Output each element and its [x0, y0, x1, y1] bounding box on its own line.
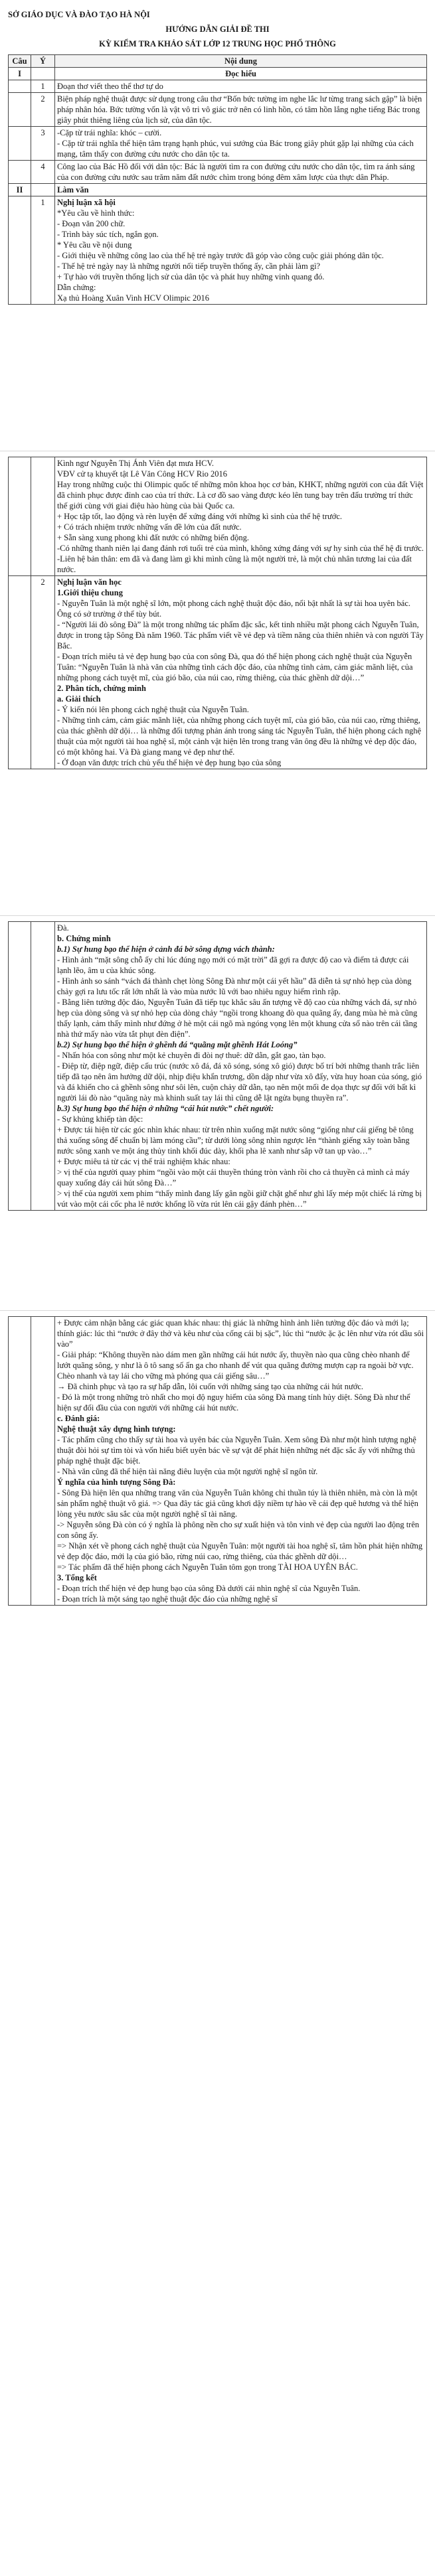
subsection-title: b. Chứng minh [57, 934, 111, 943]
subsection-title: a. Giải thích [57, 694, 101, 704]
table-row [9, 196, 427, 305]
essay2-continued [55, 1317, 427, 1606]
list-item: + Tự hào với truyền thống lịch sử của dân tộc và phát huy những vinh quang đó. [57, 272, 325, 281]
list-item: Dẫn chứng: [57, 283, 96, 292]
list-item: - Bằng liên tưởng độc đáo, Nguyễn Tuân đã tiếp tục khắc sâu ấn tượng về độ cao của những vách đá, sự nhỏ hẹp của dòng sông và sự nhỏ hẹp của dòng chảy “ngồi trong khoang đò qua quãng ấy, đang mùa hè mà cũng thấy lạnh, cảm thấy mình như đứng ở hè một cái ngõ mà ngóng vọng lên một khung cửa sổ nào trên cái tầng nhà thứ mấy nào vừa tắt phụt đèn điện”. [57, 998, 418, 1039]
list-item: - Đoạn trích thể hiện vẻ đẹp hung bạo của sông Đà dưới cái nhìn nghệ sĩ của Nguyễn Tuân. [57, 1584, 361, 1593]
list-item: - “Người lái đò sông Đà” là một trong những tác phẩm đặc sắc, kết tinh nhiều mặt phong cách Nguyễn Tuân, được in trong tập Sông Đà năm 1960. Tác phẩm viết về vẻ đẹp và tiềm năng của thiên nhiên và con người Tây Bắc. [57, 620, 424, 650]
list-item: + Học tập tốt, lao động và rèn luyện để xứng đáng với những kì sinh của thế hệ trước. [57, 512, 343, 521]
answer-table-continued [8, 457, 427, 769]
list-item: - Đoạn trích là một sáng tạo nghệ thuật độc đáo của những nghệ sĩ [57, 1594, 278, 1604]
essay2-content [55, 576, 427, 769]
item-text: Đoạn thơ viết theo thể thơ tự do [55, 80, 427, 93]
list-item: * Yêu cầu về nội dung [57, 240, 132, 250]
subsection-title: b.2) Sự hung bạo thể hiện ở ghềnh đá “quãng mặt ghềnh Hát Loóng” [57, 1040, 298, 1049]
list-item: Đà. [57, 923, 69, 933]
list-item: - Đoạn trích miêu tả vẻ đẹp hung bạo của con sông Đà, qua đó thể hiện phong cách nghệ thuật của Nguyễn Tuân: “Nguyễn Tuân là nhà văn của những tình cách độc đáo, của những tình cảm, cảm giác mãnh liệt, của những phong cách tuyệt mĩ, của gió bão, của núi cao, rừng thiêng, của thác ghềnh dữ dội…” [57, 652, 413, 682]
subsection-title: c. Đánh giá: [57, 1414, 100, 1423]
header-y: Ý [31, 55, 55, 68]
list-item: -Liên hệ bản thân: em đã và đang làm gì khi mình cũng là một người trẻ, là một chủ nhân tương lai của đất nước. [57, 554, 412, 574]
essay2-title: Nghị luận văn học [57, 577, 122, 587]
item-index: 2 [31, 576, 55, 769]
page-3 [0, 915, 435, 1310]
subsection-title: b.1) Sự hung bạo thể hiện ở cảnh đá bờ sông dựng vách thành: [57, 945, 275, 954]
list-item: - Nguyễn Tuân là một nghệ sĩ lớn, một phong cách nghệ thuật độc đáo, nổi bật nhất là sự tài hoa uyên bác. Ông có sở trường ở thể tùy bút. [57, 599, 411, 619]
subsection-title: Nghệ thuật xây dựng hình tượng: [57, 1424, 176, 1434]
essay2-continued [55, 922, 427, 1211]
list-item: - Ở đoạn văn được trích chủ yếu thể hiện vẻ đẹp hung bạo của sông [57, 758, 282, 767]
doc-title: HƯỚNG DẪN GIẢI ĐỀ THI [165, 25, 270, 34]
list-item: - Giải pháp: “Không thuyền nào dám men gần những cái hút nước ấy, thuyền nào qua cũng chèo nhanh để lướt quãng sông, y như là ô tô sang số ấn ga cho nhanh để vút qua quãng đường mượn cạp ra ngoài bờ vực. Chèo nhanh và tay lái cho vững mà phóng qua cái giếng sâu…” [57, 1350, 414, 1381]
item-index: 1 [31, 196, 55, 305]
list-item: - Đoạn văn 200 chữ. [57, 219, 126, 228]
section-row-reading [9, 68, 427, 80]
subsection-title: 3. Tổng kết [57, 1573, 97, 1582]
essay1-continued [55, 457, 427, 576]
list-item: - Nhấn hóa con sông như một kẻ chuyên đi đòi nợ thuê: dữ dằn, gắt gao, tàn bạo. [57, 1051, 326, 1060]
list-item: -> Nguyễn sông Đà còn có ý nghĩa là phông nền cho sự xuất hiện và tôn vinh vẻ đẹp của người lao động trên con sông ấy. [57, 1520, 420, 1540]
table-row [9, 1317, 427, 1606]
table-row [9, 922, 427, 1211]
exam-title: KỲ KIỂM TRA KHẢO SÁT LỚP 12 TRUNG HỌC PHỔ THÔNG [99, 39, 336, 48]
list-item: *Yêu cầu về hình thức: [57, 208, 135, 218]
list-item: - Những tình cảm, cảm giác mãnh liệt, của những phong cách tuyệt mĩ, của gió bão, của núi cao, rừng thiêng, của thác ghềnh dữ dội… là những đối tượng phản ánh trong sáng tác Nguyễn Tuân, thể hiện phong cách nghệ thuật của một người tài hoa nghệ sĩ, một cảnh vật hiện lên trong trang văn ông đều là những vẻ đẹp độc đáo, có một không hai. Và Đà giang mang vẻ đẹp như thế. [57, 716, 422, 757]
section-row-writing [9, 184, 427, 196]
header-cau: Câu [9, 55, 31, 68]
table-row [9, 80, 427, 93]
list-item: - Sông Đà hiện lên qua những trang văn của Nguyễn Tuân không chỉ thuần túy là thiên nhiên, mà còn là một sản phẩm nghệ thuật vô giá. => Qua đây tác giả cũng khơi dậy niềm tự hào về cái đẹp quê hương và thể hiện lòng yêu nước sâu sắc của một người nghệ sĩ tài năng. [57, 1488, 418, 1519]
list-item: - Thế hệ trẻ ngày nay là những người nối tiếp truyền thống ấy, cần phải làm gì? [57, 262, 321, 271]
item-index: 4 [31, 161, 55, 184]
list-item: - Giới thiệu về những công lao của thế hệ trẻ ngày trước đã góp vào công cuộc giải phóng dân tộc. [57, 251, 384, 260]
list-item: Kình ngư Nguyễn Thị Ánh Viên đạt mưa HCV. [57, 459, 215, 468]
list-item: - Nhà văn cũng đã thể hiện tài năng điêu luyện của một người nghệ sĩ ngôn từ. [57, 1467, 318, 1476]
section-number: I [9, 68, 31, 80]
page-1 [0, 0, 435, 451]
section-title: Làm văn [55, 184, 427, 196]
answer-table-continued [8, 921, 427, 1211]
section-title: Đọc hiểu [55, 68, 427, 80]
list-item: → Đã chinh phục và tạo ra sự hấp dẫn, lôi cuốn với những sáng tạo của những cái hút nước. [57, 1382, 364, 1391]
list-item: - Hình ảnh so sánh “vách đá thành chẹt lòng Sông Đà như một cái yết hầu” đã diễn tả sự nhỏ hẹp của dòng chảy gợi ra lưu tốc rất lớn nhất là vào mùa nước lũ với bao nhiêu nguy hiểm rình rập. [57, 976, 412, 996]
table-row [9, 576, 427, 769]
list-item: => Nhận xét về phong cách nghệ thuật của Nguyễn Tuân: một người tài hoa nghệ sĩ, tâm hồn phát hiện những vẻ đẹp độc đáo, mới lạ của gió bão, rừng núi cao, rừng thiêng, của thác ghềnh dữ dội… [57, 1541, 423, 1561]
list-item: + Được miêu tả từ các vị thế trải nghiệm khác nhau: [57, 1157, 230, 1166]
subsection-title: 1.Giới thiệu chung [57, 588, 123, 597]
answer-table [8, 54, 427, 305]
list-item: - Hình ảnh “mặt sông chỗ ấy chỉ lúc đúng ngọ mới có mặt trời” đã gợi ra được độ cao và điểm tả được cái lạnh lẽo, âm u của khúc sông. [57, 955, 409, 975]
list-item: + Được tái hiện từ các góc nhìn khác nhau: từ trên nhìn xuống mặt nước sông “giống như cái giếng bê tông thả xuống sông để chuẩn bị làm móng cầu”; từ dưới lòng sông nhìn ngược lên “thành giếng xây toàn bằng nước sông xanh ve một áng thủy tinh khối đúc dày, khối pha lê xanh như sắp vỡ tan ụp vào…” [57, 1125, 414, 1156]
list-item: - Đó là một trong những trò nhất cho mọi độ nguy hiểm của sông Đà mang tính hủy diệt. Sông Đà như thể hiện sự đối đầu của con người với những cái hút nước. [57, 1393, 410, 1412]
item-index: 1 [31, 80, 55, 93]
list-item: > vị thế của người xem phim “thấy mình đang lấy gân ngồi giữ chặt ghế như ghì lấy mép một chiếc lá rừng bị vút vào một cái cốc pha lê nước khổng lồ vừa rút lên cái gậy đánh phèn…” [57, 1189, 422, 1209]
subsection-title: b.3) Sự hung bạo thể hiện ở những “cái hút nước” chết người: [57, 1104, 274, 1113]
list-item: - Tác phẩm cũng cho thấy sự tài hoa và uyên bác của Nguyễn Tuân. Xem sông Đà như một hình tượng nghệ thuật đòi hỏi sự tìm tòi và vốn hiểu biết uyên bác về sự vật để phát hiện những nét đặc sắc ấy với những thủ pháp nghệ thuật đặc biệt. [57, 1435, 416, 1466]
list-item: + Sẵn sàng xung phong khi đất nước có những biến động. [57, 533, 249, 542]
table-row [9, 161, 427, 184]
list-item: + Được cảm nhận bằng các giác quan khác nhau: thị giác là những hình ảnh liên tưởng độc đáo và mới lạ; thính giác: lúc thì “nước ở đây thở và kêu như của cống cái bị sặc”, lúc thì “nước ặc ặc lên như vừa rót dầu sôi vào” [57, 1318, 424, 1349]
subsection-title: Ý nghĩa của hình tượng Sông Đà: [57, 1477, 176, 1487]
table-row [9, 457, 427, 576]
list-item: -Có những thanh niên lại đang đánh rơi tuổi trẻ của mình, không xứng đáng với sự hy sinh của thế hệ đi trước. [57, 544, 424, 553]
list-item: - Sự khủng khiếp tàn độc: [57, 1114, 143, 1124]
section-number: II [9, 184, 31, 196]
header-noi-dung: Nội dung [55, 55, 427, 68]
list-item: - Trình bày súc tích, ngắn gọn. [57, 230, 159, 239]
item-text: Công lao của Bác Hồ đối với dân tộc: Bác là người tìm ra con đường cứu nước cho dân tộc, tìm ra ánh sáng của con đường cứu nước sau trăm năm đất nước chìm trong bóng đêm xâm lược của thực dân Pháp. [55, 161, 427, 184]
item-index: 3 [31, 127, 55, 161]
essay1-content [55, 196, 427, 305]
page-2 [0, 451, 435, 915]
item-index: 2 [31, 93, 55, 127]
list-item: Xạ thủ Hoàng Xuân Vinh HCV Olimpic 2016 [57, 293, 209, 303]
subsection-title: 2. Phân tích, chứng minh [57, 684, 146, 693]
item-text: Biện pháp nghệ thuật được sử dụng trong câu thơ “Bốn bức tường im nghe lắc lư từng trang sách gập” là biện pháp nhân hóa. Bức tường vốn là vật vô tri vô giác trở nên có linh hồn, có tâm hồn lắng nghe tiếng Bác trong giây phút thiêng liêng của lịch sử, của dân tộc. [55, 93, 427, 127]
page-4 [0, 1310, 435, 1612]
item-text: -Cặp từ trái nghĩa: khóc – cười. - Cặp từ trái nghĩa thể hiện tâm trạng hạnh phúc, vui sướng của Bác trong giây phút gặp lại những của cách mạng, tâm thấy con đường cứu nước cho dân tộc ta. [55, 127, 427, 161]
list-item: Hay trong những cuộc thi Olimpic quốc tế những môn khoa học cơ bản, KHKT, những người con của đất Việt đã chinh phục được đỉnh cao của trí thức. Là cơ đồ sao vàng được kéo lên tung bay trên đấu trường trí thức thế giới cùng với giai điệu hào hùng của bài Quốc ca. [57, 480, 424, 510]
document-header [8, 9, 427, 49]
table-row [9, 93, 427, 127]
answer-table-continued [8, 1316, 427, 1606]
list-item: VĐV cử tạ khuyết tật Lê Văn Công HCV Rio 2016 [57, 469, 228, 479]
list-item: + Có trách nhiệm trước những vấn đề lớn của đất nước. [57, 522, 242, 532]
list-item: => Tác phẩm đã thể hiện phong cách Nguyễn Tuân tôm gọn trong TÀI HOA UYÊN BÁC. [57, 1562, 358, 1572]
table-row [9, 127, 427, 161]
essay1-title: Nghị luận xã hội [57, 198, 116, 207]
list-item: > vị thế của người quay phim “ngồi vào một cái thuyền thúng tròn vành rồi cho cả thuyền cả mình cả máy quay xuống đáy cái hút sông Đà…” [57, 1168, 410, 1187]
org-name: SỞ GIÁO DỤC VÀ ĐÀO TẠO HÀ NỘI [8, 10, 150, 19]
list-item: - Ý kiến nói lên phong cách nghệ thuật của Nguyễn Tuân. [57, 705, 249, 714]
table-header-row [9, 55, 427, 68]
list-item: - Điệp từ, điệp ngữ, điệp cấu trúc (nước xô đá, đá xô sóng, sóng xô gió) được bố trí bởi những thanh trắc liên tiếp đã tạo nên âm hưởng dữ dội, nhịp điệu khẩn trương, dồn dập như vừa xô đẩy, vừa huy hoan của sóng, gió và đá khiến cho cả ghềnh sông như sôi lên, cuộn chảy dữ dằn, tạo nên một mối đe dọa thực sự đối với bất kì người lái đò nào “quãng này mà khinh suất tay lái thì cũng dễ lật ngửa bụng thuyền ra”. [57, 1061, 422, 1102]
